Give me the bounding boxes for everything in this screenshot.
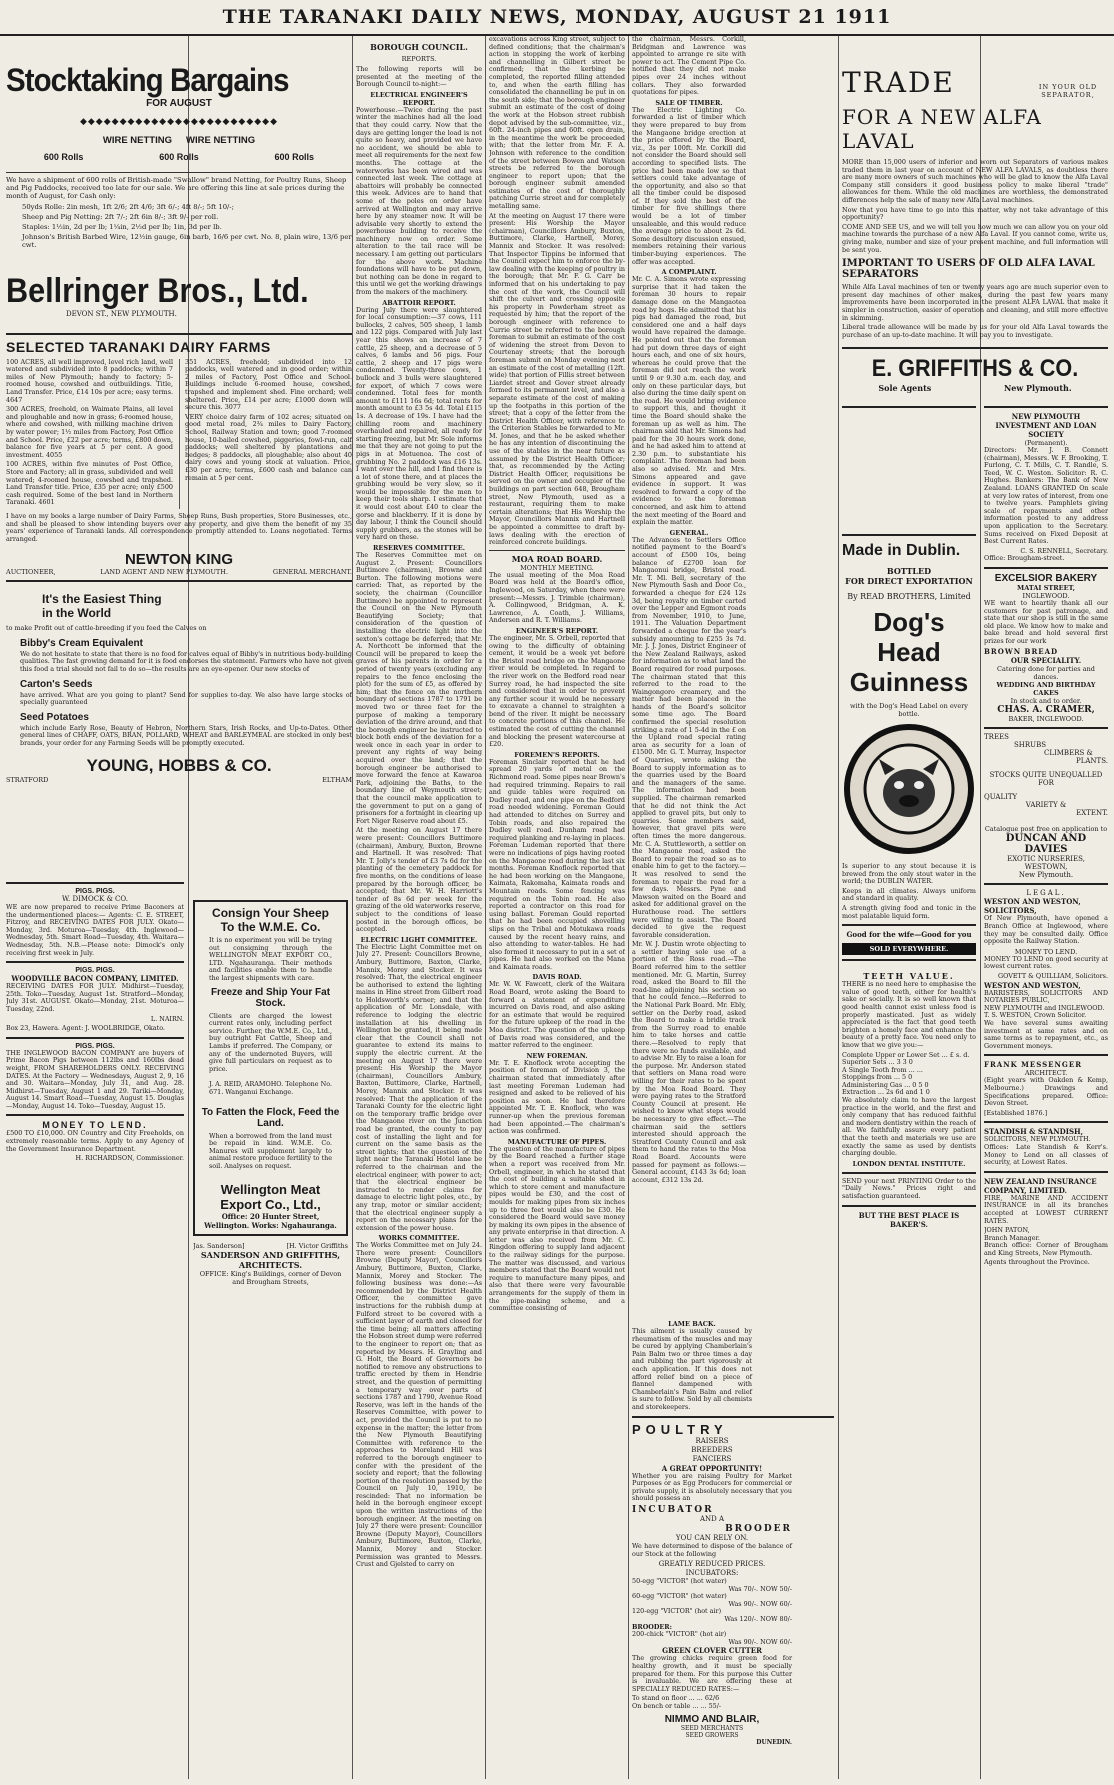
ad-body: Clients are charged the lowest current rates only, including perfect service. Further, the W.M.E. Co., Ltd., buy outright Fat Cattle, Sheep and Lambs if preferred. The Company, or any of the undernoted Buyers, will give full particulars on request as to price.: [209, 1011, 332, 1073]
ad-line: [Established 1876.]: [984, 1108, 1048, 1117]
ad-line: (Permanent).: [1024, 439, 1068, 447]
ad-body: to make Profit out of cattle-breeding if you feed the Calves on: [6, 624, 207, 633]
farm-listing: 100 ACRES, within five minutes of Post Office, Store and Factory; all in grass, subdivided and well watered; 4-roomed house, cowshed and trapshed. Land Transfer title. Price, £35 per acre; only £500 cash required. Some of the best land in Northern Taranaki. 4601: [6, 460, 173, 507]
ad-body: (Eight years with Oakden & Kemp, Melbourne.) Drawings and Specifications prepared. Office: Devon Street.: [984, 1076, 1108, 1108]
ad-line: FOR DIRECT EXPORTATION: [845, 576, 973, 586]
ad-line: YOU CAN RELY ON.: [675, 1533, 749, 1542]
price-line: Staples: 1½in, 2d per lb; 1¼in, 2½d per lb; 1in, 3d per lb.: [22, 223, 222, 232]
alfa-laval-ad: [842, 66, 1108, 339]
legal-ads: [984, 889, 1108, 1050]
firm-name: CHAS. A. CRAMER,: [997, 705, 1095, 716]
item-price: Was 90/-. NOW 60/-: [728, 1637, 792, 1646]
ad-line: OUR SPECIALITY.: [1010, 656, 1082, 666]
ad-body: RECEIVING DATES FOR JULY. Midhirst—Tuesday, 25th. Toko—Tuesday, August 1st. Stratford—Monday, July 31st. AUGUST. Okato—Monday, 21st. Moturoa—Tuesday, 22nd.: [6, 982, 184, 1013]
price-row: A Single Tooth from ... ...: [842, 1065, 923, 1074]
section-heading: MANUFACTURE OF PIPES.: [507, 1137, 607, 1146]
ad-line: Catering done for parties and dances.: [997, 665, 1095, 682]
ad-body: A strength giving food and tonic in the most palatable liquid form.: [842, 903, 976, 920]
wire-netting-row: [6, 135, 352, 146]
ad-subheading: IN YOUR OLD SEPARATOR,: [1038, 83, 1098, 99]
dogs-head-logo: [842, 723, 976, 859]
ad-line: STOCKS QUITE UNEQUALLED FOR: [989, 771, 1103, 788]
ad-line: BOTTLED: [886, 566, 932, 576]
column-guinness: [842, 402, 976, 1779]
ad-signature: C. S. RENNELL, Secretary.: [1020, 546, 1108, 555]
article-paragraph: The Works Committee met on July 24. There were present: Councillors Browne (Deputy Mayor), Councillors Ambury, Buttimore, Buxton, Clarke, Mannix, Morey and Stocker. The following business was done:—As recommended by the District Health Officer, the committee gave instructions for the rubbish dump at Fulford street to be covered with a sufficient layer of earth and closed for the time being; all matters affecting the Hobson street dump were referred to the engineer to report on; that as reported by Messrs. H. Grayling and G. Holt, the Board of Governors be notified to remove any obstructions to traffic erected by them in Hendrie street, and the question of permitting a temporary way over parts of sections 1787 and 1790, Avenue Road Reserve, was left in the hands of the Reserves Committee, with power to act, provided the Council is put to no expense in the matter; the letter from the New Plymouth Beautifying Committee with reference to the approaches to Moreland Hill was referred to the borough engineer to confer with the president of the society and report; that the following portion of the resolution passed by the Council on July 10, 1910, be rescinded: That no information be held in the borough engineer except upon the written instructions of the borough engineer. At the meeting on July 27 there were present: Councillor Browne (Deputy Mayor), Councillors Ambury, Buttimore, Buxton, Clarke, Mannix, Morey and Stocker. Permission was granted to Messrs. Crust and Gjelsted to carry on: [356, 1241, 482, 1569]
ad-line: INCUBATORS:: [685, 1569, 739, 1578]
ad-headline: PIGS. PIGS.: [75, 967, 115, 975]
ad-body: Is superior to any stout because it is brewed from the only stout water in the world; the DUBLIN WATER.: [842, 862, 976, 886]
ad-line: BAKER, INGLEWOOD.: [1008, 715, 1084, 724]
firm-towns: [6, 776, 352, 784]
architect-name: Jas. Sanderson]: [193, 1242, 245, 1251]
section-heading: ELECTRIC LIGHT COMMITTEE.: [360, 935, 478, 944]
ad-body: MORE than 15,000 users of inferior and worn out Separators of various makes traded them in last year on account of NEW ALFA LAVALS, as doubtless there are many more owners of such machines who will be glad to know the Alfa Laval Company still considers it good business policy to make liberal "trade" allowances for them. While the old machines are worthless, the demonstrated differences help the sale of many new Alfa Laval machines.: [842, 158, 1108, 204]
product-heading: BROODER: [725, 1523, 792, 1534]
ad-subheading: FOR AUGUST: [146, 98, 212, 109]
article-paragraph: The question of the manufacture of pipes by the Board reached a further stage when a report was received from Mr. Orbell, engineer, in which he stated that the cost of building a suitable shed in which to store cement and manufacture pipes would be £30, and the cost of moulds for making pipes from six inches up to three feet would also be £30. He considered the Board would save money by making its own pipes in the absence of any private enterprise in that direction. A letter was also received from Mr. C. Ringdon offering to supply land adjacent to the railway sidings for the purpose. The matter was discussed, and various members stated that the Board would not require to manufacture many pipes, and also that there were very favourable arrangements for the supply of them in the pipe-making scheme, and a committee consisting of: [489, 1144, 625, 1313]
article-subtitle: MONTHLY MEETING.: [520, 563, 594, 572]
ad-line: Office: Brougham-street.: [984, 554, 1065, 563]
firm-name: W. DIMOCK & CO.: [62, 895, 128, 903]
detail-label: LAND AGENT AND NEW PLYMOUTH.: [100, 568, 229, 577]
ad-line: EXTENT.: [1076, 809, 1108, 818]
detail-label: AUCTIONEER,: [6, 568, 56, 577]
bulldog-seal-icon: [843, 723, 975, 855]
ad-line: SOLD EVERYWHERE.: [842, 943, 976, 955]
detail-label: Sole Agents: [878, 383, 932, 394]
ad-line: In stock and to order.: [1010, 697, 1082, 706]
ad-headline: IMPORTANT TO USERS OF OLD ALFA LAVAL SEPARATORS: [842, 258, 1095, 281]
price-row: Complete Upper or Lower Set ... £ s. d.: [842, 1050, 970, 1059]
firm-name: NEW ZEALAND INSURANCE COMPANY, LIMITED.: [984, 1176, 1097, 1195]
ad-line: BREEDERS: [691, 1445, 733, 1454]
rolls-label: 600 Rolls: [274, 152, 315, 162]
item-price: Was 120/-. NOW 80/-: [724, 1615, 792, 1624]
ad-line: Catalogue post free on application to: [984, 825, 1108, 834]
ad-body: The growing chicks require green food for healthy growth, and it must be specially prepared for them. For this purpose this Cutter is invaluable. We are offering these at SPECIALLY REDUCED RATES:—: [632, 1654, 792, 1693]
ad-body: We have a shipment of 600 rolls of British-made "Swallow" brand Netting, for Poultry Runs, Sheep and Pig Paddocks, received too late for our sale. We are offering this line at sale prices during the month of August, for Cash only:: [6, 176, 347, 201]
ad-line: AND A: [699, 1514, 725, 1523]
ad-line: Agents throughout the Province.: [984, 1258, 1090, 1267]
ad-line: MATAI STREET,: [1017, 583, 1075, 592]
item-name: 120-egg "VICTOR" (hot air): [632, 1607, 722, 1616]
ad-line: VARIETY &: [1025, 801, 1067, 810]
price-row: Extraction ... 2s 6d and 1 0: [842, 1088, 930, 1097]
ad-line: SHRUBS: [1014, 741, 1047, 750]
ad-body: When a borrowed from the land must be repaid in kind. W.M.E. Co. Manures will supplement largely to animal restore produce fertility to the soil. Analyses on request.: [209, 1131, 332, 1170]
ad-line: PLANTS.: [1076, 757, 1108, 766]
ad-line: RAISERS: [695, 1436, 729, 1445]
masthead-title: THE TARANAKI DAILY NEWS, MONDAY, AUGUST 21 1911: [222, 6, 892, 28]
price-row: On bench or table ... ... 55/-: [632, 1702, 722, 1710]
column-borough-council: [356, 36, 482, 1779]
ad-line: DUNEDIN.: [756, 1738, 792, 1746]
ad-headline: TEETH VALUE.: [863, 971, 955, 982]
ad-headline: It's the Easiest Thing: [42, 592, 162, 607]
price-row: Stoppings from ... 5 0: [842, 1073, 913, 1082]
item-price: Was 70/-. NOW 50/-: [728, 1584, 792, 1593]
ad-line: FANCIERS: [692, 1454, 732, 1463]
firm-details: [842, 383, 1108, 393]
ad-line: INGLEWOOD.: [1022, 591, 1070, 600]
firm-name: WESTON AND WESTON, SOLICITORS,: [984, 897, 1081, 916]
column-moa-road-board: [489, 36, 625, 1779]
ad-line: BUT THE BEST PLACE IS BAKER'S.: [858, 1210, 960, 1229]
article-paragraph: The engineer, Mr. S. Orbell, reported that owing to the difficulty of obtaining cement, it would be a week yet before the Bristol road bridge on the Mangaone river would be completed. In regard to the river work on the Bedford road near Surrey road, he had inspected the site and considered that in order to prevent any further scour it would be necessary to excavate a channel to straighten a bend of the river. It might be necessary to concrete portions of this channel. He estimated the cost of cutting the channel and blocking the present watercourse at £20.: [489, 633, 625, 749]
section-heading: A COMPLAINT.: [661, 268, 717, 277]
column-rule: [352, 36, 353, 1779]
ad-line: NEW PLYMOUTH and INGLEWOOD.: [984, 1003, 1105, 1012]
ad-body: MONEY TO LEND on good security at lowest current rates.: [984, 954, 1108, 971]
price-row: Superior Sets ... 3 3 0: [842, 1058, 913, 1067]
section-heading: ELECTRICAL ENGINEER'S REPORT.: [370, 90, 468, 107]
article-paragraph: the chairman, Messrs. Corkill, Bridgman and Lawrence was appointed to arrange re site with power to act. The Cement Pipe Co. notified that they did not make pipes over 24 inches without collars. They also forwarded quotations for pipes.: [632, 36, 746, 97]
section-heading: WORKS COMMITTEE.: [378, 1234, 460, 1243]
product-heading: Seed Potatoes: [20, 711, 89, 723]
price-row: To stand on floor ... ... 62/6: [632, 1694, 720, 1703]
product-heading: Carton's Seeds: [20, 678, 93, 690]
ad-body: We have several sums awaiting investment at same rates and on same terms as to repayment, etc., as Government moneys.: [984, 1019, 1108, 1050]
article-paragraph: Powerhouse.—Twice during the past winter the machines had all the load that they could carry. Now that the days are getting longer the load is not quite so heavy, and provided we have no accident, we should be able to meet all requirements for the next few months. The cottage at the waterworks has been wired and was connected last week. The cottage at abattoirs will probably be connected this week. Advices are to hand that some of the poles on order have arrived at Wellington and may arrive here by any steamer now. It will be advisable very shortly to extend the powerhouse building to receive the machinery now on order. Some alteration to the tail race will be necessary. I am getting out particulars for the above work. Machine foundations will have to be put down, but nothing can be done in regard to this until we get the working drawings from the makers of the machinery.: [356, 105, 482, 297]
firm-address: Office: 20 Hunter Street, Wellington. Works: Ngahauranga.: [204, 1212, 337, 1231]
ad-body: Liberal trade allowance will be made by us for your old Alfa Laval towards the purchase of an up-to-date machine. It will pay you to investigate.: [842, 323, 1108, 339]
article-paragraph: Mr. W. W. Fawcett, clerk of the Waitara Road Board, wrote asking the Board to forward a statement of expenditure incurred on Davis road, and also asking for an estimate that would be required for the future upkeep of the road in the Moa district. The question of the upkeep of Davis road was considered, and the matter referred to the engineer.: [489, 980, 625, 1050]
farm-listing: 300 ACRES, freehold, on Waimate Plains, all level and ploughable and now in grass; 6-roomed house, where and cowshed, with milking machine driven by water power; 1½ miles from Factory, Post Office and School. Price, £22 per acre; terms, £800 down, balance for five years at 5 per cent. A good investment. 4055: [6, 405, 174, 459]
farm-listing: VERY choice dairy farm of 102 acres; situated on good metal road, 2¾ miles to Dairy Factory, School, Railway Station and town; good 7-roomed house, 10-bailed cowshed, piggeries, fowl-run, calf paddocks; well sheltered by plantations and hedges; 8 paddocks, all ploughable; also about 40 dairy cows and young stock at valuation. Price, £30 per acre; terms, £600 cash and balance can remain at 5 per cent.: [185, 412, 352, 482]
poultry-ad: [632, 1422, 792, 1746]
ad-body: While Alfa Laval machines of ten or twenty years ago are much superior even to present day machines of other makes, during the past few years many improvements have been incorporated in the present ALFA LAVAL that make it simpler in construction, easier of operation and cleaning, and still more effective in skimming.: [842, 283, 1108, 322]
rolls-row: [6, 152, 352, 162]
ad-line: CLIMBERS &: [1044, 749, 1093, 758]
ad-body: Whether you are raising Poultry for Market Purposes or as Egg Producers for commercial or private supply, it is absolutely necessary that you should possess an: [632, 1471, 792, 1503]
teeth-ad: [842, 971, 976, 1168]
article-paragraph: excavations across King street, subject to defined conditions; that the chairman's action in stopping the work of kerbing and channelling in Gilbert street be confirmed; that the kerbing be completed, the reported filling attended to, and when the earth filling has consolidated the channelling be put in on the south side; that the borough engineer submit an estimate of the cost of doing the work at the Hobson street rubbish depot advised by the sub-committee, viz., 60ft. 24-inch pipes and 60ft. open drain, in the meantime the work be proceeded with; that the letter from Mr. F. A. Johnson with reference to the condition of the street between Bowen and Watson streets be referred to the borough engineer to report upon; that the borough engineer submit amended estimates of the cost of thoroughly patching Currie street and for completely metalling same.: [489, 36, 625, 211]
price-line: 50yds Rolle: 2in mesh, 1ft 2/6; 2ft 4/6; 3ft 6/-; 4ft 8/-; 5ft 10/-;: [22, 202, 234, 211]
ad-headline: SELECTED TARANAKI DAIRY FARMS: [6, 338, 271, 355]
firm-name: LONDON DENTAL INSTITUTE.: [852, 1159, 966, 1168]
ad-headline: To the W.M.E. Co.: [220, 920, 321, 934]
brand-name: Dog's Head: [873, 607, 945, 667]
ad-headline: POULTRY: [632, 1421, 728, 1437]
article-paragraph: Mr. W. J. Dustin wrote objecting to a settler having sole use of a portion of the Ross road.—The Board referred him to the settler mentioned. Mr. G. Martin, Surrey road, asked the Board to fill the road-line adjoining his section so that he could fence.—Referred to the National Park Board. Mr. Ebly, settler on the Derby road, asked the Board to make a bridle track from the Surrey road to enable him to take horses and cattle there.—Resolved to reply that there were no funds available, and to advise Mr. Ely to raise a loan for the purpose. Mr. Anderson stated that settlers on Mana road were willing for their rates to be spent by the Moa Road Board. They were paying rates to the Stratford County Council at present. He wished to know what steps would be necessary to give effect.—The chairman said the settlers interested should approach the Stratford County Council and ask them to hand the rates to the Moa Road Board. Accounts were passed for payment as follows:—General account, £143 3s 6d; loan account, £312 13s 2d.: [632, 940, 746, 1184]
architect-name: [H. Victor Griffiths: [286, 1242, 348, 1251]
item-name: 60-egg "VICTOR" (hot water): [632, 1592, 727, 1601]
ad-body: THERE is no need here to emphasise the value of good teeth, either for health's sake or socially. It is so well known that good health cannot exist unless food is properly masticated. Just as widely appreciated is the fact that good teeth brighten a homely face and enhance the beauty of a pretty face. You need only to know that we give you:—: [842, 980, 976, 1049]
article-paragraph: Mr. C. A. Simons wrote expressing surprise that it had taken the foreman 30 hours to repair damage done on the Mangaotea road by hogs. He admitted that his pigs had damaged the road, but considered one and a half days would have repaired the damage. He pointed out that the foreman had put down three days of eight hours each, and one of six hours, whereas he could prove that the foreman did not reach the work until 9 or 9.30 a.m. each day, and only on these particular days, but also during the time daily spent on the road. He would bring evidence to support this, and thought it time the Board should shake the foreman up as well as him. The chairman said that Mr. Simons had paid for the 30 hours work done, and he had asked him to attend at 2.30 p.m. to substantiate his complaint. The foreman had been also so advised. Mr. and Mrs. Simons appeared and gave evidence in support. It was resolved to forward a copy of the evidence to the foreman concerned, and ask him to attend the next meeting of the Board and explain the matter.: [632, 275, 746, 527]
decorative-divider: ◆◆◆◆◆◆◆◆◆◆◆◆◆◆◆◆◆◆◆◆◆◆◆◆◆: [79, 117, 279, 127]
column-wme: [193, 900, 348, 1779]
article-paragraph: The Advances to Settlers Office notified payment to the Board's account of £500 10s, being balance of £2700 loan for Mangaonui bridge, Bristol road. Mr. T. Ml. Bell, secretary of the New Plymouth Sash and Door Co., forwarded a cheque for £24 12s 3d, being royalty on timber carted over the Lepper and Egmont roads from November, 1910, to June, 1911. The Valuation Department forwarded a cheque for the year's subsidy amounting to £255 3s 7d. Mr. J. J. Jones, District Engineer of the New Zealand Railways, asked for information as to what land the Board required for road purposes. The chairman stated that this referred to the road to the Waingongoro creamery, and the matter had been placed in the hands of the Board's solicitor some time ago. The Board confirmed the special resolution striking a rate of 1 5-4d in the £ on the Upland road special rating area as security for a loan of £1500. Mr. G. T. Murray, Inspector of Quarries, wrote asking the Board to supply information as to the quarries used by the Board and the managers of the same. The information had been supplied. The chairman remarked that he did not think the Act applied to gravel pits, but only to quarries. Some members said, however, that gravel pits were often times the more dangerous. Mr. C. A. Stuttleworth, a settler on the Mangaone road, asked the Board to repair the road so as to enable him to get to the factory.—It was resolved to send the foreman to repair the road for a few days. Messrs. Pyne and Mawson waited on the Board and asked for additional gravel on the Hurathouse road. The settlers were willing to assist. The Board decided to give the request favorable consideration.: [632, 535, 746, 939]
ad-body: We have determined to dispose of the balance of our Stock at the following: [632, 1541, 792, 1558]
wire-netting-label: WIRE NETTING: [102, 135, 172, 146]
farm-listing: 100 ACRES, all well improved, level rich land, well watered and subdivided into 8 paddocks; within 7 miles of New Plymouth; handy to factory; 5-roomed house, cowshed and outbuildings. Title, Land Transfer. Price, £14 10s per acre; easy terms. 4647: [6, 357, 173, 404]
ad-body: FIRE, MARINE AND ACCIDENT INSURANCE in all its branches accepted at LOWEST CURRENT RATES.: [984, 1193, 1108, 1225]
article-paragraph: This ailment is usually caused by rheumatism of the muscles and may be cured by applying Chamberlain's Pain Balm two or three times a day and rubbing the part vigorously at each application. If this does not afford relief bind on a piece of flannel dampened with Chamberlain's Pain Balm and relief is sure to follow. Sold by all chemists and storekeepers.: [632, 1327, 752, 1411]
ad-body: have arrived. What are you going to plant? Send for supplies to-day. We also have large stocks of specially guaranteed: [20, 690, 352, 707]
ad-headline: Stocktaking Bargains: [6, 62, 289, 98]
standish-ad: [984, 1127, 1108, 1166]
ad-body: £500 TO £10,000. ON Country and City Freeholds, on extremely reasonable terms. Apply to any Agency of the Government Insurance Department.: [6, 1129, 184, 1153]
ad-body: Keeps in all climates. Always uniform and standard in quality.: [842, 886, 976, 903]
ad-body: We absolutely claim to have the largest practice in the world, and the first and only company that has reduced faithful and modern dentistry within the reach of all. We faithfully assure every patient that the teeth and materials we use are exactly the same as used by dentists charging double.: [842, 1096, 976, 1158]
rolls-label: 600 Rolls: [43, 152, 84, 162]
ad-body: Now that you have time to go into this matter, why not take advantage of this opportunity?: [842, 205, 1108, 222]
firm-name: NEWTON KING: [124, 551, 234, 569]
section-heading: LEGAL.: [1026, 889, 1066, 898]
column-pigs: [6, 878, 184, 1779]
price-line: Johnson's British Barbed Wire, 12½in gauge, 6in barb, 16/6 per cwt. No. 8, plain wire, 13/6 per cwt.: [22, 233, 352, 250]
ad-line: ARCHITECT.: [1024, 1069, 1068, 1078]
firm-name: E. GRIFFITHS & CO.: [871, 355, 1079, 383]
article-paragraph: The following reports will be presented at the meeting of the Borough Council to-night:—: [356, 65, 482, 89]
section-heading: FOREMEN'S REPORTS.: [514, 750, 600, 759]
column-rule: [628, 36, 629, 1779]
section-heading: DAVIS ROAD.: [532, 973, 582, 982]
ad-line: Branch Manager.: [984, 1233, 1040, 1242]
article-paragraph: At the meeting on August 17 there were present: His Worship the Mayor (chairman), Councillors Ambury, Buxton, Buttimore, Clarke, Hartnell, Morey, Mannix and Stocker. It was resolved: That Inspector Tippins be informed that the Council expect him to enforce the by-law dealing with the keeping of poultry in the borough; that Mr. F. G. Carr be informed that on his undertaking to pay the cost of the work, the Council will shift the culvert and crossing opposite his property in Powderham street as requested by him; that the report of the borough engineer with reference to Currie street be referred to the borough foreman to submit an estimate of the cost of widening the street from Devon to Courtenay streets; that the borough foreman submit on Monday evening next an estimate of the cost of metalling (12ft. wide) that portion of Fillis street between Liardet street and Gover street already formed to its permanent level, and also a separate estimate of the cost of making up the footpaths in this portion of the street; that a copy of the letter from the District Health Officer, with reference to the Criterion Stables be forwarded to Mr. M. Jones, and that he be asked whether he has any intention of discontinuing the use of the stables in the near future as assumed by the District Health Officer; that, as recommended by the Acting District Health Officer, requisitions be served on the owner and occupier of the buildings on part section 648, Brougham street, New Plymouth, used as a restaurant, requiring them to make certain alterations; that His Worship the Mayor, Councillors Mannix and Hartnell be appointed a committee to draft by-laws dealing with the erection of reinforced concrete buildings.: [489, 211, 625, 547]
ad-headline: Made in Dublin.: [842, 542, 961, 559]
town-label: ELTHAM: [322, 775, 352, 784]
price-line: Sheep and Pig Netting: 2ft 7/-; 2ft 6in 8/-; 3ft 9/- per roll.: [22, 212, 219, 221]
ad-body: Of New Plymouth, have opened a Branch Office at Inglewood, where they may be consulted daily. Office opposite the Railway Station.: [984, 914, 1108, 946]
ad-headline: To Fatten the Flock, Feed the Land.: [201, 1106, 340, 1129]
ad-line: QUALITY: [984, 793, 1018, 802]
ad-body: with the Dog's Head Label on every bottle.: [850, 702, 968, 718]
ad-line: BARRISTERS, SOLICITORS AND NOTARIES PUBLIC,: [984, 988, 1108, 1005]
article-paragraph: Mr. T. E. Knoflock wrote accepting the position of foreman of Division 3, the chairman stated that immediately after last meeting Foreman Ludeman had resigned and asked to be relieved of his position as soon. He had therefore appointed Mr. T. E. Knoflock, who was runner-up when the previous foreman had been appointed.—The chairman's action was confirmed.: [489, 1058, 625, 1136]
column-right-misc: [984, 402, 1108, 1779]
agent-name: J. A. REID, ARAMOHO. Telephone No. 671. Wanganui Exchange.: [209, 1080, 332, 1096]
ad-signature: H. RICHARDSON, Commissioner.: [75, 1154, 184, 1163]
firm-name: WESTON AND WESTON,: [984, 980, 1081, 990]
ad-line: New Plymouth.: [1018, 871, 1074, 880]
rolls-label: 600 Rolls: [159, 152, 199, 162]
ad-signature: JOHN PATON,: [984, 1226, 1030, 1235]
ad-headline: PIGS. PIGS.: [75, 888, 115, 895]
item-name: 50-egg "VICTOR" (hot water): [632, 1577, 727, 1586]
ad-body: Box 23, Hawera. Agent: J. WOOLBRIDGE, Okato.: [6, 1024, 165, 1033]
stocktaking-ad: [6, 62, 352, 319]
ad-headline: PIGS. PIGS.: [75, 1042, 115, 1050]
ad-line: T. S. WESTON, Crown Solicitor.: [984, 1011, 1087, 1020]
article-title: MOA ROAD BOARD.: [511, 553, 603, 564]
young-hobbs-ad: [6, 592, 352, 783]
article-paragraph: The Reserves Committee met on August 2. Present: Councillors Buttimore (chairman), Browne and Burton. The following motions were carried: That, as reported by the society, the chairman (Councillor Buttimore) be appointed to represent the Council on the New Plymouth Beautifying Society; that consideration of the question of installing the electric light into the sexton's cottage be deferred; that Mr. A. Northcott be informed that the Council will be prepared to keep the graves of his parents in order for a period of twenty years (excluding any repairs to the fence enclosing the plot) for the sum of £5, as offered by him; that the fence on the northern boundary of sections 1787 to 1791 be moved two or three feet for the purpose of making a temporary deviation of the drive around, and that the borough engineer be instructed to block both ends of the deviation for a week once in each year in order to prevent any rights of way being acquired over the land; that the borough engineer be authorised to move forward the fence at Kawaroa Park, adjoining the Baths, to the boundary line of Weymouth street; that the council make application to the government to put on a gang of prisoners for a fortnight in clearing up Fort Niger Reserve road about £5.: [356, 551, 482, 825]
ad-headline: Consign Your Sheep: [212, 906, 329, 920]
section-heading: ENGINEER'S REPORT.: [515, 626, 599, 635]
wme-ad: [193, 900, 348, 1236]
item-name: BROODER:: [632, 1622, 672, 1631]
section-heading: ABATTOIR REPORT.: [382, 298, 456, 307]
ad-line: SOLICITORS, NEW PLYMOUTH.: [984, 1135, 1091, 1144]
nz-insurance-ad: [984, 1177, 1108, 1267]
item-name: 200-chick "VICTOR" (hot air): [632, 1630, 727, 1639]
price-row: Administering Gas ... 0 5 0: [842, 1080, 929, 1089]
section-heading: NEW FOREMAN.: [526, 1051, 588, 1060]
ad-line: EXOTIC NURSERIES,: [1007, 855, 1085, 864]
ad-line: SEED MERCHANTS: [680, 1724, 744, 1732]
ad-signature: GOVETT & QUILLIAM, Solicitors.: [997, 972, 1108, 981]
ad-line: WESTOWN,: [1024, 863, 1068, 872]
architect-names: [193, 1242, 348, 1250]
product-heading: INCUBATOR: [632, 1504, 714, 1515]
ad-headline: EXCELSIOR BAKERY: [994, 572, 1098, 584]
firm-address: DEVON ST., NEW PLYMOUTH.: [66, 309, 177, 318]
firm-name: SANDERSON AND GRIFFITHS, ARCHITECTS.: [200, 1250, 341, 1271]
dairy-farms-ad: [6, 339, 352, 577]
ad-line: Good for the wife—Good for you: [846, 930, 972, 940]
ad-body: Branch office: Corner of Brougham and King Streets, New Plymouth.: [984, 1241, 1108, 1257]
firm-name: FRANK MESSENGER: [984, 1060, 1083, 1070]
ad-line: GREATLY REDUCED PRICES.: [658, 1560, 766, 1569]
ad-headline: FOR A NEW ALFA LAVAL: [842, 105, 1042, 153]
firm-address: OFFICE: King's Buildings, corner of Devon and Brougham Streets,: [199, 1270, 342, 1287]
wire-netting-label: WIRE NETTING: [186, 135, 256, 146]
ad-line: WEDDING AND BIRTHDAY CAKES: [996, 681, 1096, 698]
ad-body: THE INGLEWOOD BACON COMPANY are buyers of Prime Bacon Pigs between 112lbs and 160lbs dead weight, FROM SHAREHOLDERS ONLY. RECEIVING DATES. At the Factory — Wednesdays, August 2, 9, 16 and 30. Waitara—Monday, July 31, and Aug. 28. Midhirst—Tuesday, August 1 and 29. Tariki—Monday, August 14. Smart Road—Tuesday, August 15. Douglas—Monday, August 14. Toko—Tuesday, August 15.: [6, 1048, 184, 1110]
item-price: Was 90/-. NOW 60/-: [728, 1599, 792, 1608]
firm-name: WOODVILLE BACON COMPANY, LIMITED.: [11, 974, 179, 984]
detail-label: GENERAL MERCHANT.: [272, 568, 352, 577]
investment-society-ad: [984, 412, 1108, 563]
article-paragraph: The usual meeting of the Moa Road Board was held at the Board's office, Inglewood, on Saturday, when there were present:—Messrs. J. Trimble (chairman), A. Collingwood, Bridgman, A. K. Lawrence, A. Coath, J. Williams, Andersen and R. T. Williams.: [489, 570, 625, 625]
ad-body: SEND your next PRINTING Order to the "Daily News." Prices right and satisfaction guaranteed.: [842, 1176, 976, 1200]
firm-name: STANDISH & STANDISH,: [984, 1127, 1084, 1137]
article-paragraph: The Electric Light Committee met on July 27. Present: Councillors Browne, Ambury, Buttimore, Baxton, Clarke, Mannix, Morey and Stocker. It was resolved: That, the electrical engineer be authorised to extend the lighting mains in Hine street from Gilbert road to Holdsworth's corner; and that the application of Mr. Lonsdale, with reference to lodging the electric installation at his dwelling in Wellington be granted, it being made clear that the Council shall not guarantee to extend its mains to supply the electric current. At the meeting on August 17 there were present: His Worship the Mayor (chairman), Councillors Ambury, Baxton, Buttimore, Clarke, Hartnell, Morey, Mannix and Stocker. It was resolved: That the application of the Taranaki County for the electric light on the temporary traffic bridge over the Mangaone river on the Junction road be granted, the county to pay cost of installing the light and for current on the same basis as the street lights; that the question of the light near the Taranaki Hotel lane be referred to the chairman and the electrical engineer, with power to act; that the electrical engineer be instructed to render claims for damage to electric light poles, etc., by any trap, motor or similar accident; that the electrical engineer supply a report on the necessary plans for the extension of the power house.: [356, 942, 482, 1232]
ad-body: We do not hesitate to state that there is no food for calves equal of Bibby's in nutritious body-building qualities. The fast growing demand for it is food endorses the statement. Farmers who have not given this food a trial should not fail to do so—the results are an eye-opener. Our new stocks of: [20, 649, 352, 674]
article-paragraph: Foreman Sinclair reported that he had spread 20 yards of metal on the Richmond road. Some pipes near Brown's had required trimming. Repairs to rail and guide tables were required on Dudley road, and one pipe on the Bedford road needed widening. Foreman Gould had attended to ditches on Surrey and Tobin roads, and also repaired the Dudley well road. Dunham road had required planking and re-laying in places. Foreman Ludeman reported that there were no indications of pigs having rooted on the Mangaone road during the last six months. Foreman Knoflock reported that he had been working on the Mangaone, Kaimata, Rakomaha, Kaimata roads and Mountain roads. Some fencing was required on the Tobin road. He also reported a contractor on this road for using ballast. Foreman Gould reported that he had been occupied shovelling slips on the Tribal and Motukawa roads caused by the recent heavy rains, and also attending to water-tables. He had also formed it necessary to put in a set of pipes. He had also worked on the Mana and Kaimata roads.: [489, 757, 625, 971]
ad-signature: L. NAIRN.: [150, 1014, 184, 1023]
ad-line: A GREAT OPPORTUNITY!: [661, 1463, 763, 1473]
messenger-ad: [984, 1060, 1108, 1117]
article-paragraph: During July there were slaughtered for local consumption:—37 cows, 111 bullocks, 2 calves, 505 sheep, 1 lamb and 122 pigs. Compared with July last year this shows an increase of 7 cattle, 25 sheep, and a decrease of 5 calves, 6 lambs and 56 pigs. Four cattle, 2 sheep and 17 pigs were condemned. Twenty-three cows, 1 bullock and 3 bulls were slaughtered for export, of which 7 cows were condemned. Total fees for month amount to £111 16s 6d; total rents for month amount to £3 5s 4d. Total £115 1s. A decrease of 19s. I have had the chilling room and machinery overhauled and repaired, all ready for starting freezing, but Mr. Sole informs me that they are not going to put the pigs in at Motuenoa. The cost of grubbing No. 2 paddock was £16 13s. I want over the hill, and I find there is a lot of stone there, and at places the grubbing would be very slow, so it would be impossible for the men to keep their tools sharp. I estimate that it would cost about £40 to clear the gorse and blackberry. If it is done by day labour, I think the Council should supply grubbers, as the stones will be very hard on these.: [356, 305, 482, 542]
ad-body: WE are now prepared to receive Prime Baconers at the undermentioned places:— Agents: C. E. STREET, Fitzroy, and RECEIVING DATES FOR JULY. Okato—Monday, 3rd. Moturoa—Tuesday, 4th. Inglewood—Wednesday, 5th. Smart Road—Tuesday, 4th. Waitara—Wednesday, 5th. N.B.—Please note: Dimock's only receiving first week in July.: [6, 903, 184, 957]
ad-line: By READ BROTHERS, Limited: [847, 592, 971, 601]
product-heading: Bibby's Cream Equivalent: [20, 637, 143, 649]
ad-line: BROWN BREAD: [984, 647, 1059, 657]
ad-body: Directors: Mr. J. B. Connett (chairman), Messrs. W. F. Brooking, T. Furlong, C. T. Mills, C. T. Randle, S. Teed, W. C. Weston. Solicitor: R. C. Hughes. Bankers: The Bank of New Zealand. LOANS GRANTED On scale at very low rates of interest, from one to twelve years. Pamphlets giving scale of repayments and other information posted to any address upon application to the Secretary. Sums received on Fixed Deposit at Best Current Rates.: [984, 446, 1108, 546]
section-heading: LAME BACK.: [668, 1320, 716, 1328]
town-label: STRATFORD: [6, 775, 49, 784]
section-heading: RESERVES COMMITTEE.: [372, 544, 465, 553]
farm-listing: 351 ACRES, freehold; subdivided into 12 paddocks, well watered and in good order; within 2 miles of Factory, Post Office and School. Buildings include 6-roomed house, cowshed, trapshed and implement shed. Fine orchard; well sheltered. Price, £14 per acre; £1000 down will secure this. 3077: [185, 357, 352, 412]
firm-details: [6, 568, 352, 576]
ad-line: TREES: [984, 733, 1009, 742]
brand-name: Guinness: [849, 667, 969, 697]
ad-headline: NEW PLYMOUTH INVESTMENT AND LOAN SOCIETY: [995, 412, 1097, 439]
duncan-davies-ad: [984, 733, 1108, 879]
section-heading: GENERAL.: [669, 528, 709, 537]
product-heading: GREEN CLOVER CUTTER: [662, 1646, 762, 1656]
ad-headline: Freeze and Ship Your Fat Stock.: [210, 986, 331, 1009]
ad-body: It is no experiment you will be trying out consigning through the WELLINGTON MEAT EXPORT CO., LTD. Ngahauranga. Their methods and facilities enable them to handle the largest shipments with care.: [209, 936, 332, 982]
ad-line: SEED GROWERS: [685, 1731, 739, 1739]
ad-body: I have on my books a large number of Dairy Farms, Sheep Runs, Bush properties, Store Businesses, etc., and shall be pleased to show intending buyers over any property, and give them the benefit of my 35 years' experience of Taranaki lands. All correspondence promptly attended to. Loans negotiated. Terms arranged.: [6, 511, 352, 543]
excelsior-bakery-ad: [984, 573, 1108, 724]
firm-name: DUNCAN AND DAVIES: [1005, 833, 1087, 856]
ad-headline: MONEY TO LEND.: [42, 1120, 148, 1131]
article-paragraph: The Electric Lighting Co. forwarded a list of timber which they were prepared to buy from the Mangaone bridge erection at the price offered by the Board, viz., 3s per 100ft. Mr. Corkill did not consider the Board should sell according to specified lists. The price had been made low so that settlers could take advantage of the opportunity, and also so that all the timber could be disposed of. If they sold the best of the timber for five shillings there would be a lot of timber unsaleable, and this would reduce the average price to about 2s 6d. Some desultory discussion ensued, members retaining their various timber-buying experiences. The offer was accepted.: [632, 105, 746, 266]
masthead: [0, 6, 1114, 36]
ad-body: COME AND SEE US, and we will tell you how much we can allow you on your old machine towards the purchase of a new Alfa Laval. If you cannot come, write us, giving make, number and size of your present machine, and full information will be sent you.: [842, 222, 1108, 254]
ad-body: which include Early Rose, Beauty of Hebron, Northern Stars, Irish Rocks, and Up-to-Dates. Other general lines of CHAFF, OATS, BRAN, POLLARD, WHEAT and BARLEYMEAL are stocked in only best brands, your order for any Farming Seeds will be promptly executed.: [20, 723, 352, 748]
ad-body: WE want to heartily thank all our customers for past patronage, and state that our shop is still in the same old place. We know how to make and bake bread and hold several first prizes for our work: [984, 598, 1108, 645]
ad-body: Offices: Late Standish & Kerr's. Money to Lend on all classes of security, at Lowest Rates.: [984, 1142, 1108, 1167]
firm-name: Wellington Meat Export Co., Ltd.,: [220, 1182, 321, 1213]
detail-label: New Plymouth.: [1003, 383, 1072, 394]
firm-name: YOUNG, HOBBS & CO.: [86, 755, 272, 775]
ad-headline: in the World: [42, 606, 112, 621]
ad-headline: TRADE: [842, 66, 955, 99]
section-heading: SALE OF TIMBER.: [655, 98, 723, 107]
firm-name: Bellringer Bros., Ltd.: [6, 271, 309, 310]
column-rule: [485, 36, 486, 1779]
column-rule: [838, 36, 839, 1779]
section-heading: MONEY TO LEND.: [1014, 947, 1078, 956]
article-paragraph: At the meeting on August 17 there were present: Councillors Buttimore (chairman), Ambury, Buxton, Browne and Hartnell. It was resolved: That Mr. T. Jolly's tender of £3 7s 6d for the planting of the cemetery paddock for five months, on the conditions of lease prepared by the borough officer, be accepted; that Mr. W. H. Harriott's tender of 8s 6d per week for the grazing of the old waterworks reserve, subject to the conditions of lease posted in the borough offices, be accepted.: [356, 826, 482, 934]
column-poultry: [632, 1320, 834, 1779]
article-title: BOROUGH COUNCIL.: [370, 42, 468, 52]
firm-name: NIMMO AND BLAIR,: [664, 1713, 760, 1725]
article-subtitle: REPORTS.: [401, 55, 437, 63]
